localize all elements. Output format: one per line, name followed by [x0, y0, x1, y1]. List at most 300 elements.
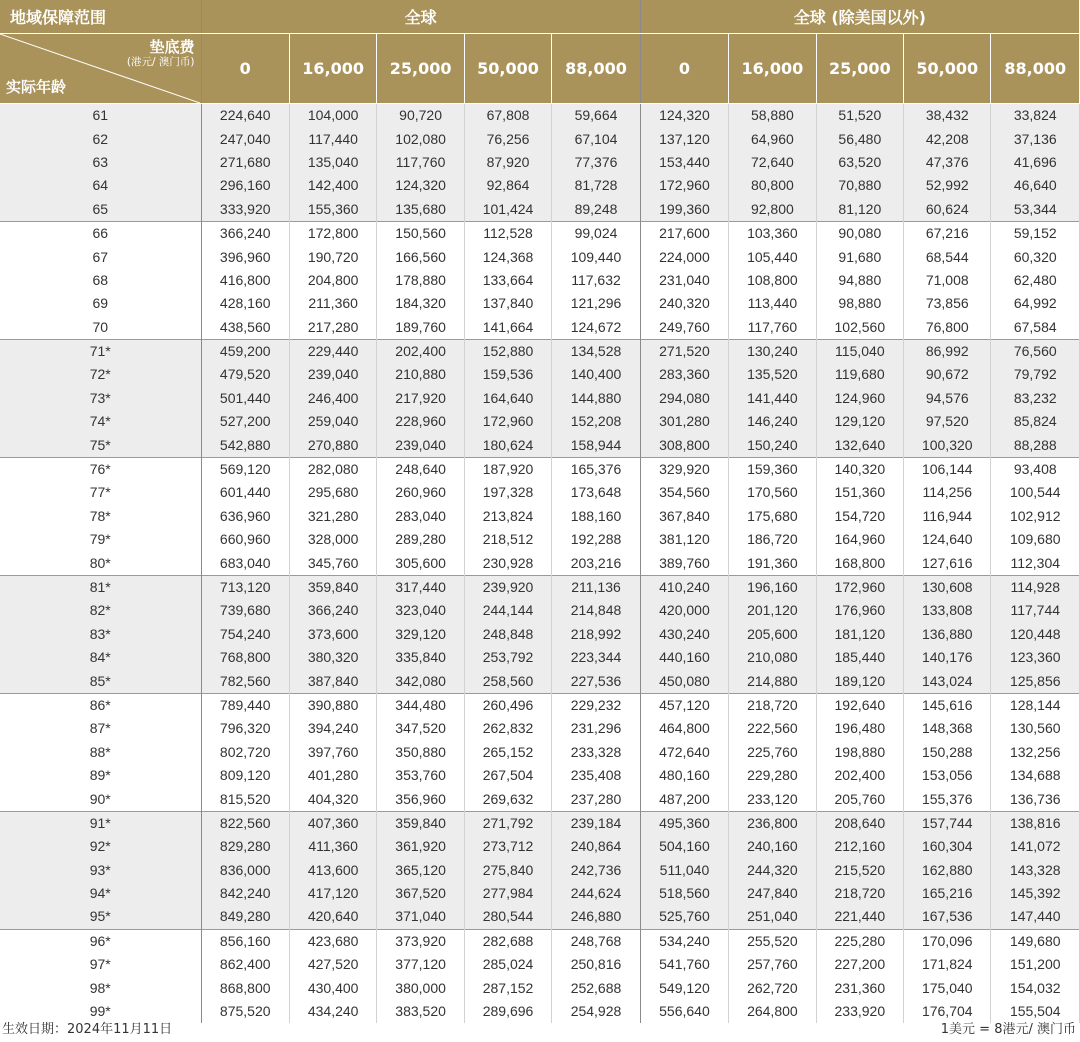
premium-ex-us-cell: 91,680	[816, 245, 903, 268]
premium-global-cell: 875,520	[201, 1000, 289, 1023]
premium-global-cell: 501,440	[201, 387, 289, 410]
premium-global-cell: 768,800	[201, 646, 289, 669]
premium-global-cell: 809,120	[201, 764, 289, 787]
age-group	[0, 339, 1080, 457]
premium-ex-us-cell: 154,032	[991, 976, 1080, 999]
premium-global-cell: 89,248	[552, 198, 640, 222]
premium-ex-us-cell: 430,240	[640, 623, 728, 646]
table-row	[0, 127, 1080, 150]
premium-global-cell: 159,536	[464, 363, 551, 386]
premium-ex-us-cell: 525,760	[640, 905, 728, 929]
premium-global-cell: 283,040	[377, 505, 464, 528]
premium-global-cell: 273,712	[464, 835, 551, 858]
premium-global-cell: 371,040	[377, 905, 464, 929]
age-cell: 81*	[0, 575, 201, 599]
premium-ex-us-cell: 71,008	[904, 269, 991, 292]
age-cell: 69	[0, 292, 201, 315]
premium-global-cell: 210,880	[377, 363, 464, 386]
premium-global-cell: 87,920	[464, 151, 551, 174]
premium-ex-us-cell: 218,720	[816, 882, 903, 905]
premium-global-cell: 203,216	[552, 551, 640, 575]
premium-ex-us-cell: 224,000	[640, 245, 728, 268]
premium-global-cell: 387,840	[289, 669, 376, 693]
premium-global-cell: 287,152	[464, 976, 551, 999]
premium-ex-us-cell: 137,120	[640, 127, 728, 150]
age-cell: 94*	[0, 882, 201, 905]
premium-global-cell: 67,104	[552, 127, 640, 150]
premium-global-cell: 165,376	[552, 457, 640, 481]
premium-ex-us-cell: 199,360	[640, 198, 728, 222]
premium-ex-us-cell: 196,480	[816, 717, 903, 740]
premium-global-cell: 353,760	[377, 764, 464, 787]
age-cell: 70	[0, 316, 201, 340]
premium-global-cell: 328,000	[289, 528, 376, 551]
deductible-header-global: 88,000	[552, 34, 640, 104]
premium-ex-us-cell: 249,760	[640, 316, 728, 340]
premium-global-cell: 289,696	[464, 1000, 551, 1023]
table-row	[0, 245, 1080, 268]
premium-global-cell: 246,880	[552, 905, 640, 929]
premium-global-cell: 289,280	[377, 528, 464, 551]
premium-global-cell: 365,120	[377, 859, 464, 882]
premium-global-cell: 102,080	[377, 127, 464, 150]
premium-ex-us-cell: 556,640	[640, 1000, 728, 1023]
premium-ex-us-cell: 128,144	[991, 693, 1080, 717]
premium-global-cell: 407,360	[289, 811, 376, 835]
premium-ex-us-cell: 367,840	[640, 505, 728, 528]
premium-ex-us-cell: 518,560	[640, 882, 728, 905]
premium-global-cell: 218,992	[552, 623, 640, 646]
premium-global-cell: 164,640	[464, 387, 551, 410]
premium-ex-us-cell: 240,160	[729, 835, 816, 858]
premium-ex-us-cell: 167,536	[904, 905, 991, 929]
premium-global-cell: 282,080	[289, 457, 376, 481]
premium-ex-us-cell: 205,760	[816, 787, 903, 811]
table-row	[0, 269, 1080, 292]
age-cell: 76*	[0, 457, 201, 481]
premium-global-cell: 796,320	[201, 717, 289, 740]
table-row	[0, 316, 1080, 340]
premium-global-cell: 438,560	[201, 316, 289, 340]
premium-ex-us-cell: 262,720	[729, 976, 816, 999]
deductible-header-global: 16,000	[289, 34, 376, 104]
table-row	[0, 221, 1080, 245]
premium-ex-us-cell: 255,520	[729, 929, 816, 953]
premium-global-cell: 569,120	[201, 457, 289, 481]
table-row	[0, 623, 1080, 646]
premium-ex-us-cell: 90,080	[816, 221, 903, 245]
table-row	[0, 669, 1080, 693]
premium-global-cell: 211,360	[289, 292, 376, 315]
premium-global-cell: 683,040	[201, 551, 289, 575]
table-row	[0, 104, 1080, 128]
coverage-scope-header: 地域保障范围	[0, 0, 201, 34]
premium-ex-us-cell: 171,824	[904, 953, 991, 976]
premium-global-cell: 295,680	[289, 481, 376, 504]
age-group	[0, 457, 1080, 575]
premium-global-cell: 277,984	[464, 882, 551, 905]
premium-ex-us-cell: 271,520	[640, 339, 728, 363]
premium-ex-us-cell: 130,560	[991, 717, 1080, 740]
premium-global-cell: 394,240	[289, 717, 376, 740]
premium-global-cell: 373,600	[289, 623, 376, 646]
table-row	[0, 764, 1080, 787]
age-cell: 74*	[0, 410, 201, 433]
premium-ex-us-cell: 90,672	[904, 363, 991, 386]
table-row	[0, 811, 1080, 835]
premium-ex-us-cell: 83,232	[991, 387, 1080, 410]
premium-global-cell: 262,832	[464, 717, 551, 740]
premium-global-cell: 172,960	[464, 410, 551, 433]
premium-global-cell: 383,520	[377, 1000, 464, 1023]
deductible-header-global: 50,000	[464, 34, 551, 104]
premium-global-cell: 152,880	[464, 339, 551, 363]
premium-global-cell: 335,840	[377, 646, 464, 669]
premium-global-cell: 739,680	[201, 599, 289, 622]
premium-global-cell: 789,440	[201, 693, 289, 717]
premium-ex-us-cell: 123,360	[991, 646, 1080, 669]
premium-ex-us-cell: 38,432	[904, 104, 991, 128]
premium-ex-us-cell: 205,600	[729, 623, 816, 646]
premium-global-cell: 202,400	[377, 339, 464, 363]
premium-global-cell: 366,240	[289, 599, 376, 622]
premium-ex-us-cell: 236,800	[729, 811, 816, 835]
premium-ex-us-cell: 119,680	[816, 363, 903, 386]
table-row	[0, 457, 1080, 481]
premium-global-cell: 76,256	[464, 127, 551, 150]
premium-ex-us-cell: 97,520	[904, 410, 991, 433]
premium-ex-us-cell: 201,120	[729, 599, 816, 622]
premium-global-cell: 247,040	[201, 127, 289, 150]
premium-global-cell: 323,040	[377, 599, 464, 622]
premium-ex-us-cell: 162,880	[904, 859, 991, 882]
premium-ex-us-cell: 109,680	[991, 528, 1080, 551]
premium-global-cell: 117,760	[377, 151, 464, 174]
premium-ex-us-cell: 98,880	[816, 292, 903, 315]
premium-global-cell: 822,560	[201, 811, 289, 835]
premium-global-cell: 802,720	[201, 741, 289, 764]
premium-ex-us-cell: 102,912	[991, 505, 1080, 528]
table-row	[0, 741, 1080, 764]
age-group	[0, 811, 1080, 929]
premium-global-cell: 754,240	[201, 623, 289, 646]
premium-ex-us-cell: 132,256	[991, 741, 1080, 764]
premium-ex-us-cell: 225,280	[816, 929, 903, 953]
age-cell: 64	[0, 174, 201, 197]
premium-ex-us-cell: 157,744	[904, 811, 991, 835]
premium-global-cell: 239,040	[289, 363, 376, 386]
premium-ex-us-cell: 150,288	[904, 741, 991, 764]
premium-ex-us-cell: 541,760	[640, 953, 728, 976]
premium-ex-us-cell: 168,800	[816, 551, 903, 575]
premium-global-cell: 135,040	[289, 151, 376, 174]
premium-global-cell: 344,480	[377, 693, 464, 717]
premium-global-cell: 333,920	[201, 198, 289, 222]
premium-ex-us-cell: 115,040	[816, 339, 903, 363]
premium-global-cell: 228,960	[377, 410, 464, 433]
premium-global-cell: 373,920	[377, 929, 464, 953]
premium-global-cell: 265,152	[464, 741, 551, 764]
premium-ex-us-cell: 106,144	[904, 457, 991, 481]
premium-global-cell: 868,800	[201, 976, 289, 999]
premium-ex-us-cell: 105,440	[729, 245, 816, 268]
premium-ex-us-cell: 124,640	[904, 528, 991, 551]
premium-ex-us-cell: 64,992	[991, 292, 1080, 315]
premium-global-cell: 104,000	[289, 104, 376, 128]
deductible-header-ex_us: 16,000	[729, 34, 816, 104]
premium-global-cell: 282,688	[464, 929, 551, 953]
premium-ex-us-cell: 165,216	[904, 882, 991, 905]
premium-ex-us-cell: 141,072	[991, 835, 1080, 858]
premium-ex-us-cell: 134,688	[991, 764, 1080, 787]
premium-global-cell: 217,920	[377, 387, 464, 410]
age-cell: 89*	[0, 764, 201, 787]
premium-ex-us-cell: 148,368	[904, 717, 991, 740]
premium-global-cell: 137,840	[464, 292, 551, 315]
premium-ex-us-cell: 135,520	[729, 363, 816, 386]
age-cell: 87*	[0, 717, 201, 740]
premium-ex-us-cell: 154,720	[816, 505, 903, 528]
premium-global-cell: 140,400	[552, 363, 640, 386]
table-row	[0, 929, 1080, 953]
table-row	[0, 976, 1080, 999]
premium-ex-us-cell: 86,992	[904, 339, 991, 363]
premium-global-cell: 144,880	[552, 387, 640, 410]
premium-ex-us-cell: 42,208	[904, 127, 991, 150]
premium-ex-us-cell: 176,960	[816, 599, 903, 622]
premium-global-cell: 260,496	[464, 693, 551, 717]
premium-global-cell: 59,664	[552, 104, 640, 128]
age-cell: 93*	[0, 859, 201, 882]
premium-ex-us-cell: 67,216	[904, 221, 991, 245]
premium-ex-us-cell: 231,040	[640, 269, 728, 292]
premium-ex-us-cell: 100,320	[904, 433, 991, 457]
premium-global-cell: 359,840	[377, 811, 464, 835]
age-cell: 86*	[0, 693, 201, 717]
premium-ex-us-cell: 215,520	[816, 859, 903, 882]
premium-ex-us-cell: 420,000	[640, 599, 728, 622]
premium-global-cell: 124,320	[377, 174, 464, 197]
premium-global-cell: 342,080	[377, 669, 464, 693]
premium-ex-us-cell: 210,080	[729, 646, 816, 669]
table-row	[0, 528, 1080, 551]
premium-global-cell: 231,296	[552, 717, 640, 740]
age-cell: 67	[0, 245, 201, 268]
table-row	[0, 835, 1080, 858]
premium-ex-us-cell: 94,576	[904, 387, 991, 410]
premium-ex-us-cell: 46,640	[991, 174, 1080, 197]
premium-global-cell: 242,736	[552, 859, 640, 882]
premium-ex-us-cell: 149,680	[991, 929, 1080, 953]
table-row	[0, 599, 1080, 622]
premium-global-cell: 112,528	[464, 221, 551, 245]
age-cell: 91*	[0, 811, 201, 835]
premium-global-cell: 397,760	[289, 741, 376, 764]
premium-ex-us-cell: 457,120	[640, 693, 728, 717]
age-cell: 68	[0, 269, 201, 292]
premium-ex-us-cell: 94,880	[816, 269, 903, 292]
premium-ex-us-cell: 116,944	[904, 505, 991, 528]
age-cell: 82*	[0, 599, 201, 622]
premium-ex-us-cell: 283,360	[640, 363, 728, 386]
premium-global-cell: 178,880	[377, 269, 464, 292]
age-cell: 99*	[0, 1000, 201, 1023]
premium-ex-us-cell: 381,120	[640, 528, 728, 551]
table-row	[0, 859, 1080, 882]
premium-ex-us-cell: 155,504	[991, 1000, 1080, 1023]
premium-ex-us-cell: 155,376	[904, 787, 991, 811]
table-row	[0, 693, 1080, 717]
table-row	[0, 410, 1080, 433]
premium-global-cell: 317,440	[377, 575, 464, 599]
premium-global-cell: 211,136	[552, 575, 640, 599]
premium-ex-us-cell: 170,096	[904, 929, 991, 953]
premium-global-cell: 542,880	[201, 433, 289, 457]
premium-global-cell: 427,520	[289, 953, 376, 976]
premium-ex-us-cell: 164,960	[816, 528, 903, 551]
table-row	[0, 387, 1080, 410]
age-cell: 66	[0, 221, 201, 245]
premium-global-cell: 77,376	[552, 151, 640, 174]
age-cell: 73*	[0, 387, 201, 410]
premium-ex-us-cell: 88,288	[991, 433, 1080, 457]
premium-global-cell: 271,792	[464, 811, 551, 835]
age-cell: 85*	[0, 669, 201, 693]
premium-global-cell: 99,024	[552, 221, 640, 245]
premium-global-cell: 815,520	[201, 787, 289, 811]
premium-global-cell: 217,280	[289, 316, 376, 340]
premium-ex-us-cell: 450,080	[640, 669, 728, 693]
table-row	[0, 953, 1080, 976]
deductible-header-global: 0	[201, 34, 289, 104]
premium-ex-us-cell: 143,328	[991, 859, 1080, 882]
premium-ex-us-cell: 294,080	[640, 387, 728, 410]
premium-global-cell: 240,864	[552, 835, 640, 858]
premium-ex-us-cell: 175,680	[729, 505, 816, 528]
deductible-header-ex_us: 88,000	[991, 34, 1080, 104]
premium-global-cell: 423,680	[289, 929, 376, 953]
premium-global-cell: 404,320	[289, 787, 376, 811]
premium-global-cell: 367,520	[377, 882, 464, 905]
premium-ex-us-cell: 72,640	[729, 151, 816, 174]
global-ex-us-header: 全球 (除美国以外)	[640, 0, 1079, 34]
premium-global-cell: 173,648	[552, 481, 640, 504]
premium-ex-us-cell: 150,240	[729, 433, 816, 457]
premium-ex-us-cell: 240,320	[640, 292, 728, 315]
premium-global-cell: 252,688	[552, 976, 640, 999]
premium-ex-us-cell: 170,560	[729, 481, 816, 504]
table-row	[0, 717, 1080, 740]
premium-global-cell: 782,560	[201, 669, 289, 693]
premium-ex-us-cell: 145,616	[904, 693, 991, 717]
premium-ex-us-cell: 70,880	[816, 174, 903, 197]
corner-header-cell	[0, 34, 201, 104]
premium-ex-us-cell: 251,040	[729, 905, 816, 929]
age-cell: 84*	[0, 646, 201, 669]
age-group	[0, 104, 1080, 222]
premium-global-cell: 267,504	[464, 764, 551, 787]
age-cell: 75*	[0, 433, 201, 457]
age-cell: 90*	[0, 787, 201, 811]
premium-global-cell: 275,840	[464, 859, 551, 882]
premium-global-cell: 214,848	[552, 599, 640, 622]
premium-global-cell: 244,624	[552, 882, 640, 905]
premium-ex-us-cell: 217,600	[640, 221, 728, 245]
premium-ex-us-cell: 480,160	[640, 764, 728, 787]
age-cell: 72*	[0, 363, 201, 386]
table-row	[0, 339, 1080, 363]
premium-global-cell: 356,960	[377, 787, 464, 811]
table-row	[0, 292, 1080, 315]
premium-global-cell: 347,520	[377, 717, 464, 740]
premium-global-cell: 416,800	[201, 269, 289, 292]
table-row	[0, 787, 1080, 811]
premium-ex-us-cell: 181,120	[816, 623, 903, 646]
premium-global-cell: 223,344	[552, 646, 640, 669]
premium-ex-us-cell: 112,304	[991, 551, 1080, 575]
premium-ex-us-cell: 495,360	[640, 811, 728, 835]
deductible-header-ex_us: 25,000	[816, 34, 903, 104]
premium-global-cell: 829,280	[201, 835, 289, 858]
premium-global-cell: 213,824	[464, 505, 551, 528]
premium-global-cell: 280,544	[464, 905, 551, 929]
premium-global-cell: 430,400	[289, 976, 376, 999]
premium-ex-us-cell: 196,160	[729, 575, 816, 599]
premium-ex-us-cell: 130,240	[729, 339, 816, 363]
age-group	[0, 693, 1080, 811]
premium-global-cell: 380,000	[377, 976, 464, 999]
premium-global-cell: 836,000	[201, 859, 289, 882]
age-cell: 61	[0, 104, 201, 128]
premium-global-cell: 237,280	[552, 787, 640, 811]
age-cell: 63	[0, 151, 201, 174]
premium-global-cell: 420,640	[289, 905, 376, 929]
age-cell: 71*	[0, 339, 201, 363]
premium-global-cell: 187,920	[464, 457, 551, 481]
age-cell: 65	[0, 198, 201, 222]
premium-ex-us-cell: 440,160	[640, 646, 728, 669]
premium-global-cell: 329,120	[377, 623, 464, 646]
premium-global-cell: 401,280	[289, 764, 376, 787]
premium-global-cell: 81,728	[552, 174, 640, 197]
premium-ex-us-cell: 85,824	[991, 410, 1080, 433]
premium-global-cell: 259,040	[289, 410, 376, 433]
premium-ex-us-cell: 208,640	[816, 811, 903, 835]
premium-global-cell: 636,960	[201, 505, 289, 528]
premium-ex-us-cell: 67,584	[991, 316, 1080, 340]
premium-global-cell: 244,144	[464, 599, 551, 622]
age-cell: 79*	[0, 528, 201, 551]
premium-ex-us-cell: 102,560	[816, 316, 903, 340]
premium-ex-us-cell: 264,800	[729, 1000, 816, 1023]
premium-global-cell: 713,120	[201, 575, 289, 599]
premium-global-cell: 254,928	[552, 1000, 640, 1023]
premium-ex-us-cell: 51,520	[816, 104, 903, 128]
premium-global-cell: 377,120	[377, 953, 464, 976]
premium-ex-us-cell: 124,960	[816, 387, 903, 410]
premium-ex-us-cell: 227,200	[816, 953, 903, 976]
premium-ex-us-cell: 136,736	[991, 787, 1080, 811]
age-cell: 98*	[0, 976, 201, 999]
premium-global-cell: 270,880	[289, 433, 376, 457]
premium-ex-us-cell: 145,392	[991, 882, 1080, 905]
premium-global-cell: 180,624	[464, 433, 551, 457]
premium-global-cell: 233,328	[552, 741, 640, 764]
premium-global-cell: 204,800	[289, 269, 376, 292]
table-row	[0, 882, 1080, 905]
premium-global-cell: 269,632	[464, 787, 551, 811]
global-header: 全球	[201, 0, 640, 34]
